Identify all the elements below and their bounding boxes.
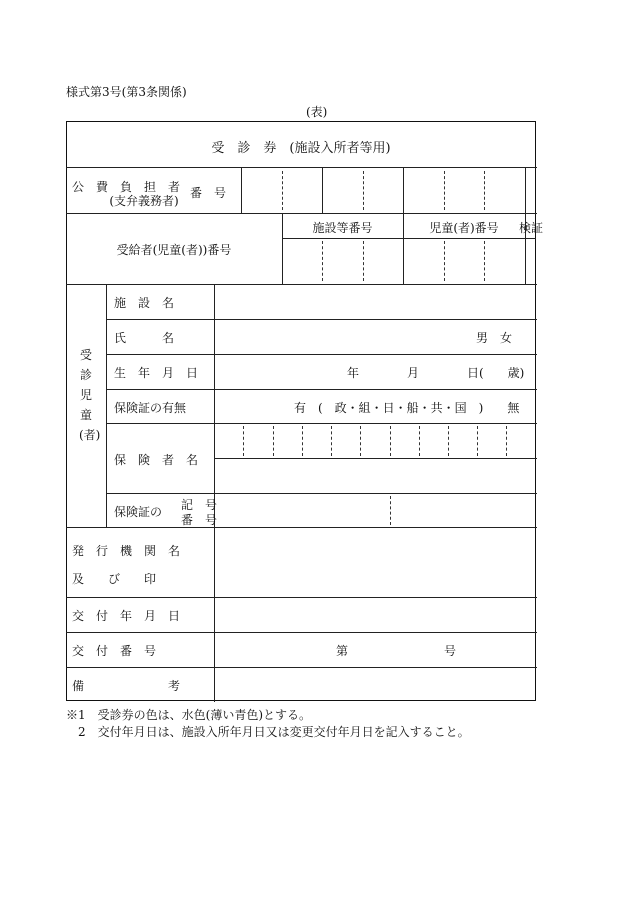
sex-options: 男 女 xyxy=(476,331,513,345)
issue-date-label: 交 付 年 月 日 xyxy=(72,609,181,623)
card-number-label: 番 号 xyxy=(181,513,218,527)
note-1: ※1 受診券の色は、水色(薄い青色)とする。 xyxy=(66,708,311,722)
payer-label: 公 費 負 担 者 xyxy=(71,180,180,194)
facility-number-label: 施設等番号 xyxy=(312,221,373,235)
payer-sub-label: (支弁義務者) xyxy=(109,194,179,208)
child-number-label: 児童(者)番号 xyxy=(429,221,499,235)
form-number: 様式第3号(第3条関係) xyxy=(66,85,187,99)
issuer-label: 発 行 機 関 名 xyxy=(72,544,181,558)
insurance-card-options: 有 ( 政・組・日・船・共・国 ) 無 xyxy=(294,401,520,415)
patient-group-label: 受 診 児 童 (者) xyxy=(79,348,101,442)
remarks-label: 備 考 xyxy=(72,679,181,693)
issuer-seal-label: 及 び 印 xyxy=(72,572,157,586)
issue-number-value: 第 号 xyxy=(336,644,457,658)
insurer-name-label: 保 険 者 名 xyxy=(114,453,199,467)
insurance-card-label: 保険証の有無 xyxy=(114,401,187,415)
note-2: 2 交付年月日は、施設入所年月日又は変更交付年月日を記入すること。 xyxy=(66,725,470,739)
facility-name-label: 施 設 名 xyxy=(114,296,175,310)
side-label: (表) xyxy=(306,105,328,119)
issue-number-label: 交 付 番 号 xyxy=(72,644,157,658)
card-symbol-label: 記 号 xyxy=(181,498,218,512)
ticket-title: 受 診 券 (施設入所者等用) xyxy=(211,141,391,156)
card-label-prefix: 保険証の xyxy=(114,505,163,519)
payer-number-label: 番 号 xyxy=(190,186,227,200)
recipient-number-label: 受給者(児童(者))番号 xyxy=(116,243,232,257)
check-label: 検証 xyxy=(519,221,544,235)
dob-value: 年 月 日( 歳) xyxy=(347,366,525,380)
name-label: 氏 名 xyxy=(114,331,175,345)
dob-label: 生 年 月 日 xyxy=(114,366,199,380)
